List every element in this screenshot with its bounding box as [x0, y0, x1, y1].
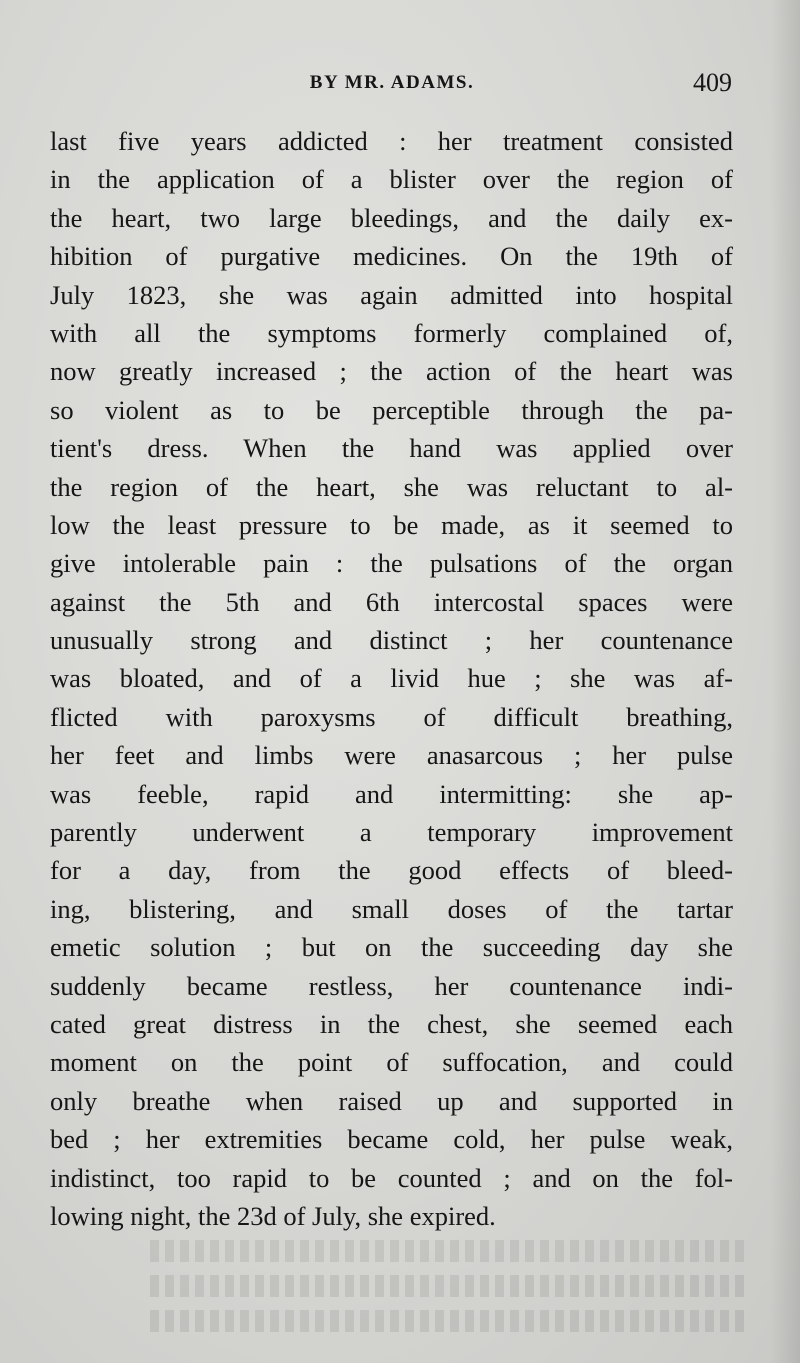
text-line: the region of the heart, she was reluctant to al- [50, 471, 733, 502]
text-line: cated great distress in the chest, she seemed each [50, 1008, 733, 1039]
show-through-text [150, 1240, 750, 1350]
text-line: with all the symptoms formerly complained of, [50, 317, 733, 348]
text-line: her feet and limbs were anasarcous ; her pulse [50, 740, 733, 771]
text-line: last five years addicted : her treatment consisted [50, 126, 733, 156]
text-line: emetic solution ; but on the succeeding day she [50, 932, 733, 963]
text-line: ing, blistering, and small doses of the tartar [50, 893, 733, 924]
text-line: was feeble, rapid and intermitting: she ap- [50, 778, 733, 809]
text-line: July 1823, she was again admitted into hospital [50, 279, 733, 310]
text-line: indistinct, too rapid to be counted ; and on the fol- [50, 1162, 733, 1193]
text-line: unusually strong and distinct ; her countenance [50, 625, 733, 656]
show-through-line [150, 1240, 750, 1262]
text-line: the heart, two large bleedings, and the daily ex- [50, 202, 733, 233]
text-line: only breathe when raised up and supported in [50, 1085, 733, 1116]
text-line: for a day, from the good effects of bleed- [50, 855, 733, 886]
text-line: moment on the point of suffocation, and could [50, 1047, 733, 1078]
text-line: bed ; her extremities became cold, her pulse weak, [50, 1124, 733, 1155]
body-paragraph [50, 122, 733, 1235]
text-line: suddenly became restless, her countenance indi- [50, 970, 733, 1001]
text-line: lowing night, the 23d of July, she expired. [50, 1200, 496, 1231]
text-line: against the 5th and 6th intercostal spaces were [50, 586, 733, 617]
text-line: low the least pressure to be made, as it seemed to [50, 509, 733, 540]
text-line: so violent as to be perceptible through the pa- [50, 394, 733, 425]
page-number: 409 [693, 68, 732, 97]
running-head-title: BY MR. ADAMS. [309, 72, 475, 93]
gutter-shadow [770, 0, 800, 1363]
show-through-line [150, 1310, 750, 1332]
running-head [48, 64, 736, 104]
text-line: was bloated, and of a livid hue ; she was af- [50, 663, 733, 694]
text-line: tient's dress. When the hand was applied over [50, 433, 733, 464]
text-line: hibition of purgative medicines. On the 19th of [50, 241, 733, 272]
show-through-line [150, 1275, 750, 1297]
text-line: now greatly increased ; the action of the heart was [50, 356, 733, 387]
text-line: in the application of a blister over the region of [50, 164, 733, 195]
text-line: parently underwent a temporary improvement [50, 817, 733, 848]
text-line: flicted with paroxysms of difficult breathing, [50, 701, 733, 732]
text-line: give intolerable pain : the pulsations of the organ [50, 548, 733, 579]
